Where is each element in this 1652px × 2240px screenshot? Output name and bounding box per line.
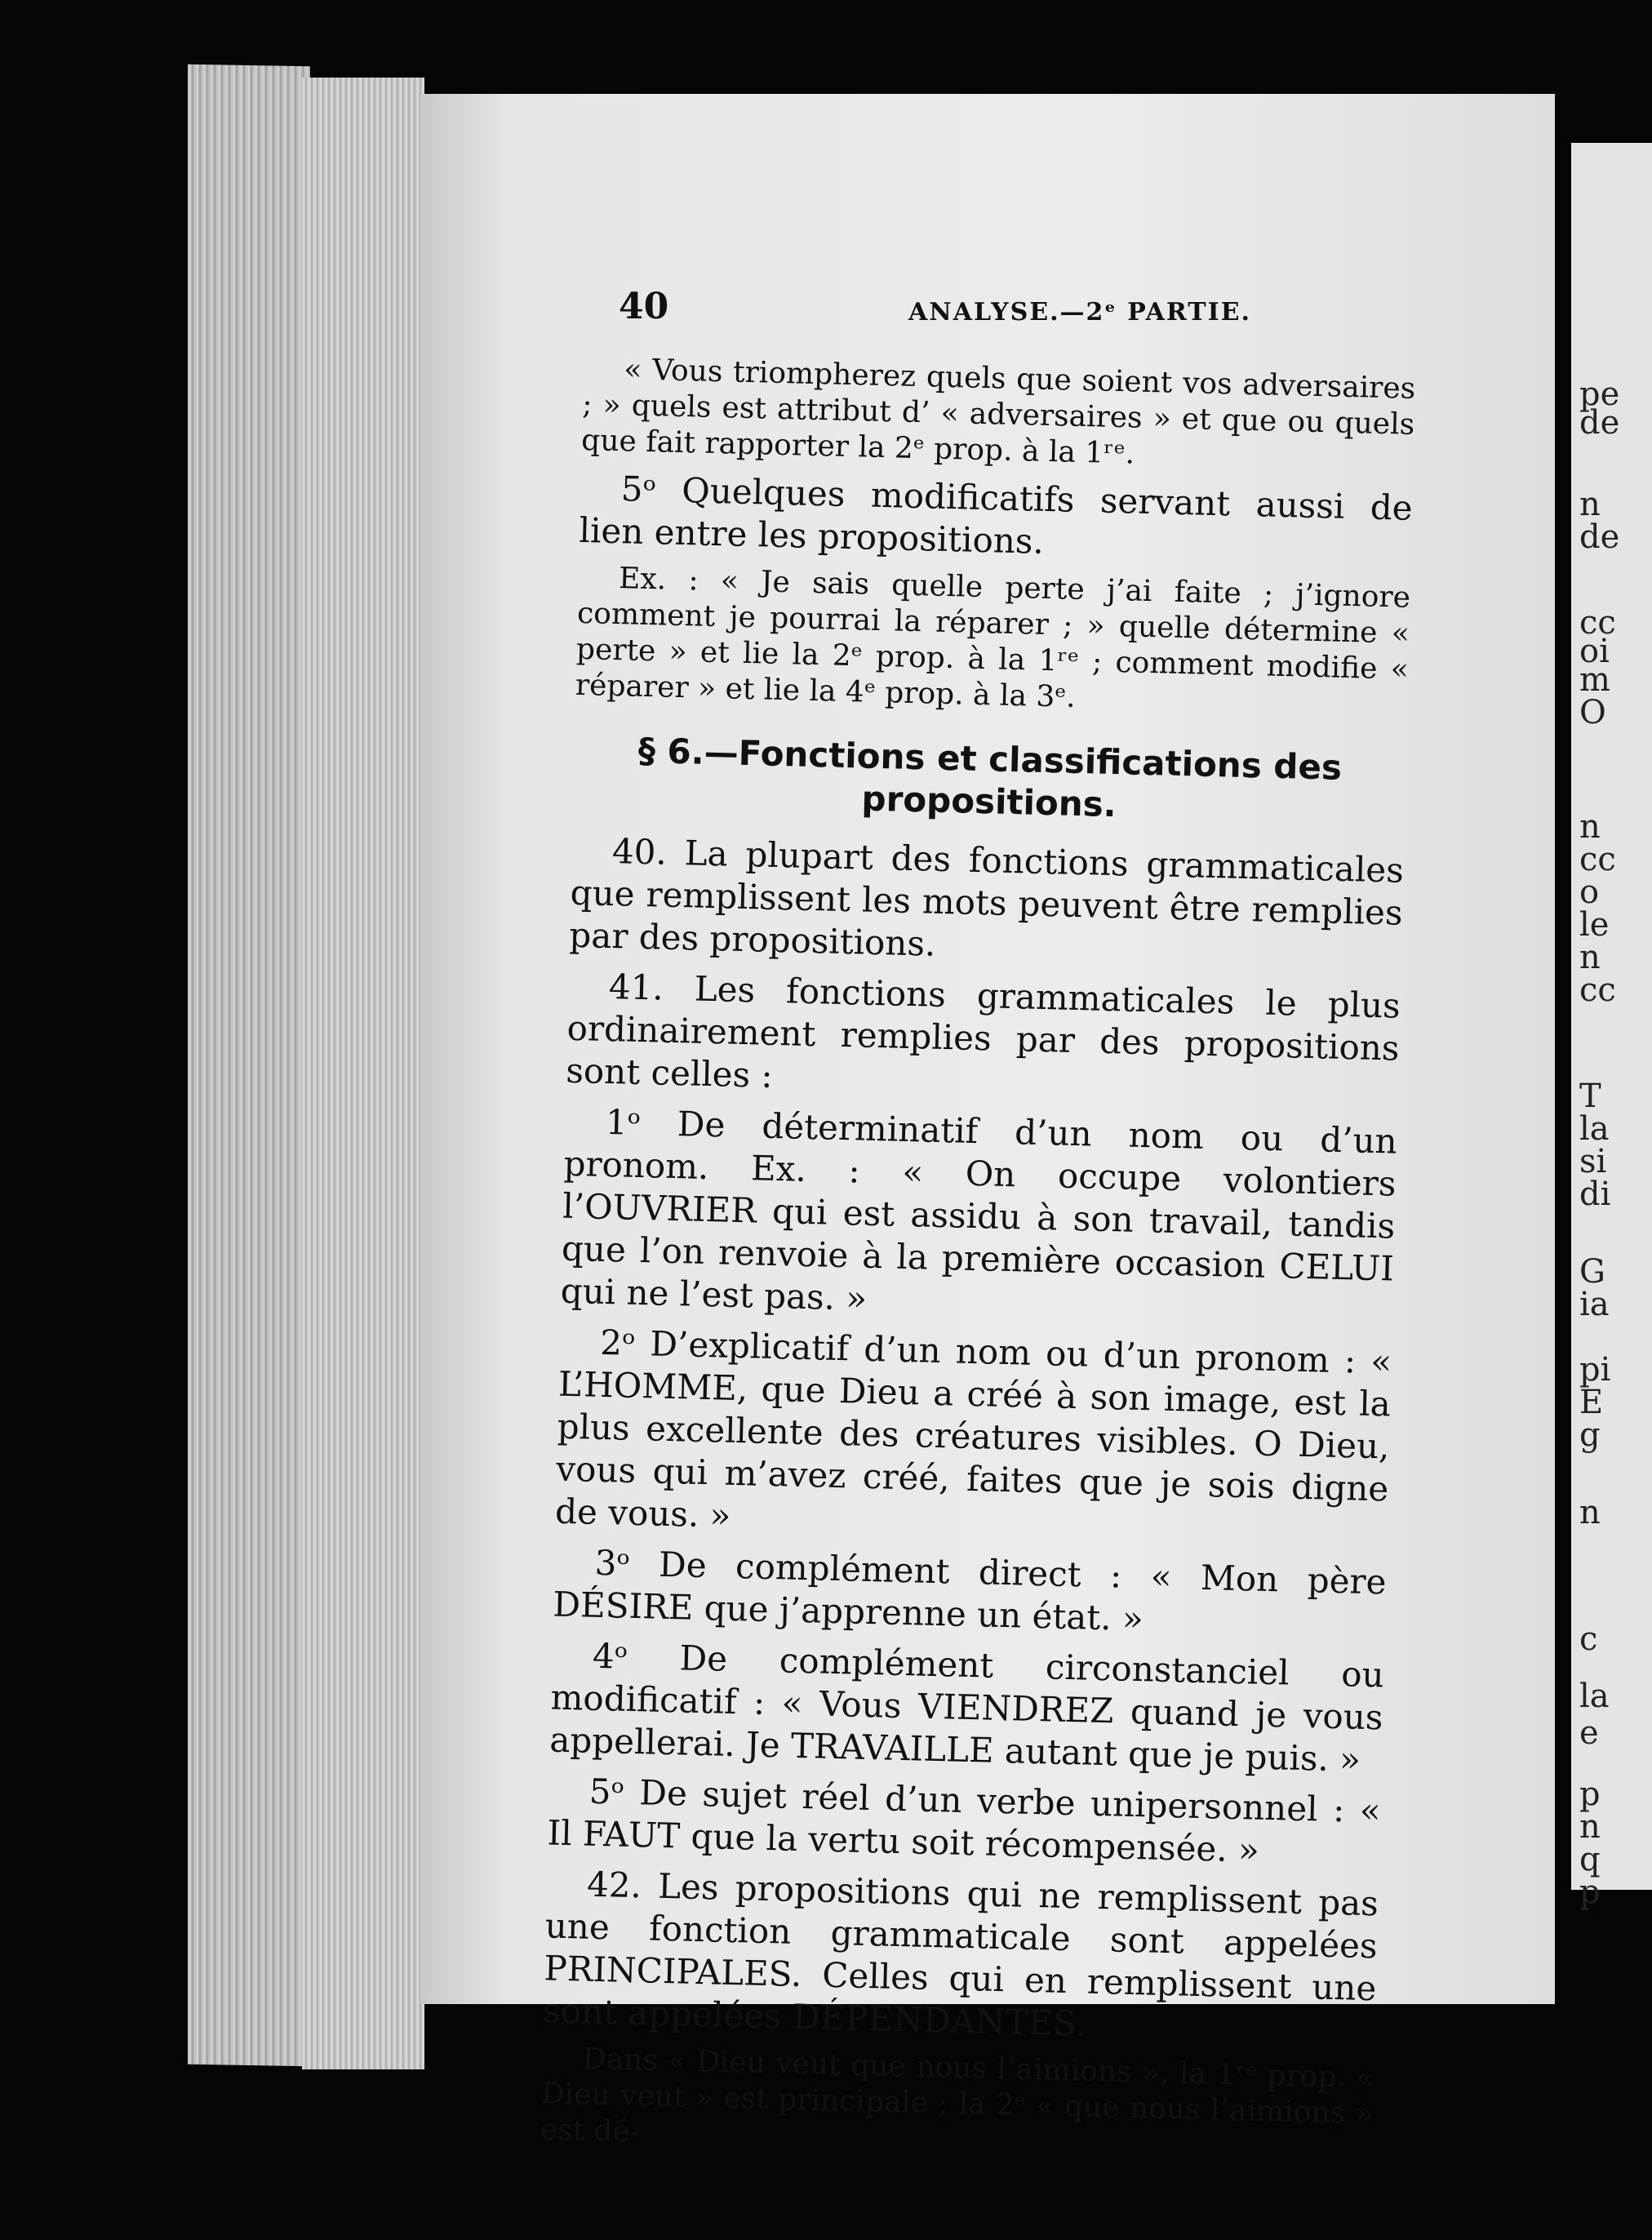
facing-page-text: de <box>1579 518 1620 556</box>
facing-page-text: p <box>1579 1776 1601 1813</box>
facing-page-text: o <box>1579 873 1600 911</box>
facing-page-text: n <box>1579 939 1601 976</box>
facing-page-text: pi <box>1579 1351 1611 1389</box>
rule-41-item-1: 1ᵒ De déterminatif d’un nom ou d’un pronom. Ex. : « On occupe volontiers l’OUVRIER qui est assidu à son travail, tandis que l’on renvoie à la première occasion CELUI qui ne l’est pas. » <box>560 1101 1398 1318</box>
book-page <box>420 94 1555 2149</box>
facing-page-text: O <box>1579 694 1606 731</box>
example-paragraph: Ex. : « Je sais quelle perte j’ai faite ; j’ignore comment je pourrai la réparer ; » quelle détermine « perte » et lie la 2ᵉ prop. à la 1ʳᵉ ; comment modifie « réparer » et lie la 4ᵉ prop. à la 3ᵉ. <box>575 562 1411 714</box>
facing-page-text: p <box>1579 1873 1601 1911</box>
paragraph: 5ᵒ Quelques modificatifs servant aussi de lien entre les propositions. <box>579 469 1414 562</box>
facing-page-text: le <box>1579 906 1610 944</box>
facing-page-text: g <box>1579 1416 1601 1454</box>
rule-41-item-2: 2ᵒ D’explicatif d’un nom ou d’un pronom : « L’HOMME, que Dieu a créé à son image, est la plus excellente des créatures visibles. O Dieu, vous qui m’avez créé, faites que je sois digne de vous. » <box>554 1322 1392 1536</box>
facing-page-fragment <box>1571 143 1652 1911</box>
facing-page-text: di <box>1579 1176 1611 1213</box>
facing-page-text: oi <box>1579 633 1610 670</box>
facing-page-text: q <box>1579 1841 1601 1878</box>
facing-page-text: n <box>1579 486 1601 523</box>
section-heading: § 6.—Fonctions et classifications des propositions. <box>637 730 1343 825</box>
final-note: Dans « Dieu veut que nous l’aimions », la 1ʳᵉ prop. « Dieu veut » est principale ; la 2ᵉ « que nous l’aimions » est dé- <box>540 2042 1375 2149</box>
facing-page-text: ia <box>1579 1286 1610 1323</box>
facing-page-text: e <box>1579 1714 1599 1752</box>
page-header <box>619 286 1451 335</box>
facing-page-text: n <box>1579 1494 1601 1531</box>
running-head: ANALYSE.—2ᵉ PARTIE. <box>908 298 1251 327</box>
facing-page-text: la <box>1579 1110 1610 1148</box>
facing-page-text: G <box>1579 1253 1605 1291</box>
facing-page-text: n <box>1579 808 1601 846</box>
facing-page-text: cc <box>1579 841 1616 878</box>
facing-page-text: la <box>1579 1678 1610 1715</box>
book-page-edges-inner <box>302 78 424 2069</box>
facing-page-text: si <box>1579 1143 1607 1180</box>
facing-page-text: c <box>1579 1620 1598 1658</box>
facing-page-text: cc <box>1579 971 1616 1009</box>
facing-page-text: T <box>1579 1078 1601 1115</box>
book-page-edges-left <box>188 64 310 2067</box>
rule-40: 40. La plupart des fonctions grammaticales que remplissent les mots peuvent être remplies par des propositions. <box>568 831 1405 964</box>
paragraph: « Vous triompherez quels que soient vos adversaires ; » quels est attribut d’ « adversaires » et que ou quels que fait rapporter la 2ᵉ prop. à la 1ʳᵉ. <box>580 353 1416 471</box>
facing-page-text: m <box>1579 661 1610 699</box>
facing-page-text: de <box>1579 404 1620 442</box>
facing-page-text: pe <box>1579 376 1620 413</box>
page-number: 40 <box>619 286 669 327</box>
rule-41-item-5: 5ᵒ De sujet réel d’un verbe unipersonnel : « Il FAUT que la vertu soit récompensée. » <box>547 1771 1382 1870</box>
facing-page-text: cc <box>1579 604 1616 642</box>
rule-41-item-4: 4ᵒ De complément circonstanciel ou modificatif : « Vous VIENDREZ quand je vous appellerai. Je TRAVAILLE autant que je puis. » <box>548 1635 1385 1780</box>
rule-42: 42. Les propositions qui ne remplissent pas une fonction grammaticale sont appelées PRINCIPALES. Celles qui en remplissent une sont appelées DÉPENDANTES. <box>542 1864 1379 2044</box>
rule-41: 41. Les fonctions grammaticales le plus ordinairement remplies par des propositions sont celles : <box>565 966 1401 1096</box>
page-text <box>540 351 1416 2176</box>
facing-page-text: E <box>1579 1384 1604 1421</box>
facing-page-text: n <box>1579 1808 1601 1846</box>
rule-41-item-3: 3ᵒ De complément direct : « Mon père DÉSIRE que j’apprenne un état. » <box>552 1542 1388 1639</box>
